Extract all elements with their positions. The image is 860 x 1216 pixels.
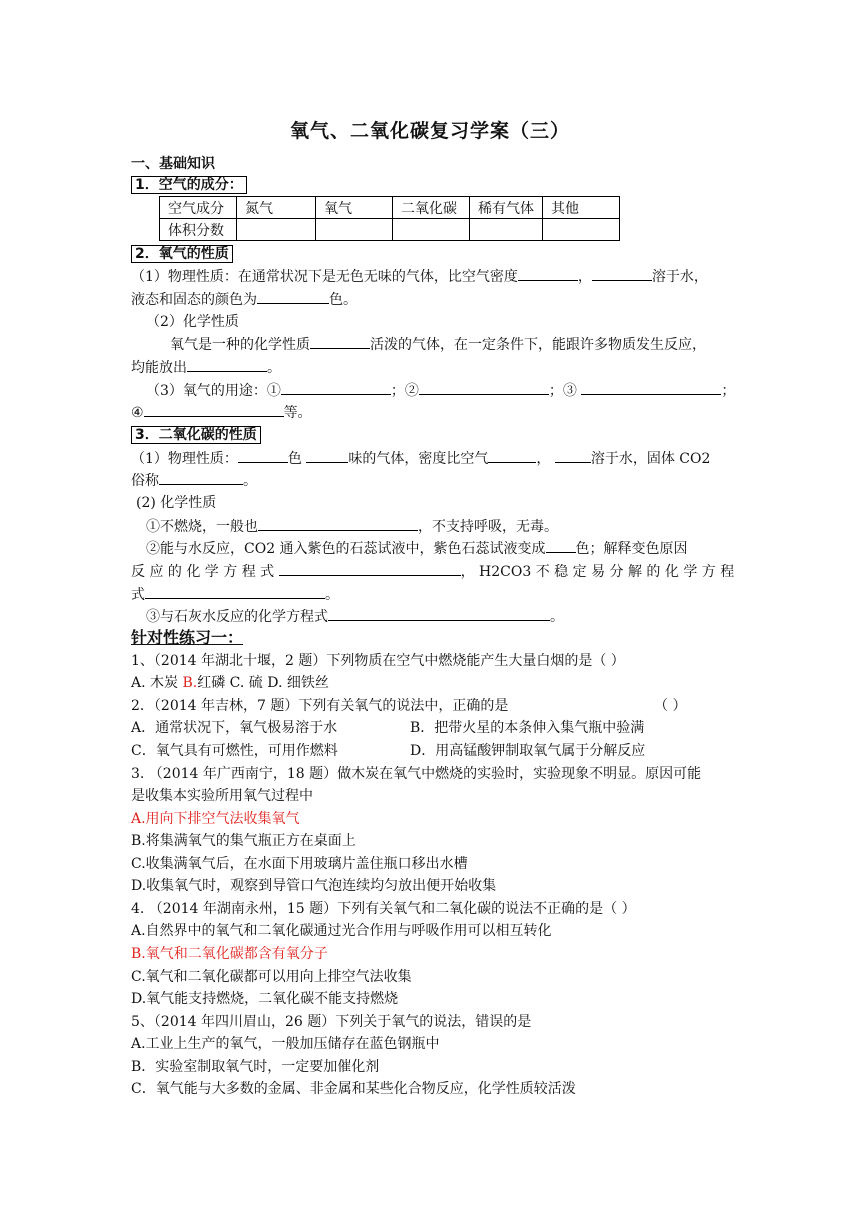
fill-blank[interactable] (306, 448, 348, 463)
fill-blank[interactable] (419, 380, 549, 395)
question-2-option-b: B．把带火星的本条伸入集气瓶中验满 (410, 720, 645, 736)
table-cell-empty (237, 219, 316, 241)
fill-blank[interactable] (592, 266, 652, 281)
question-2-option-d: D．用高锰酸钾制取氧气属于分解反应 (410, 743, 646, 759)
page-title: 氧气、二氧化碳复习学案（三） (289, 120, 570, 142)
table-cell-empty (543, 219, 620, 241)
co2-chem-line-1: ①不燃烧，一般也 ，不支持呼吸，无毒。 (146, 516, 558, 537)
table-cell-empty (393, 219, 470, 241)
question-5-option-a: A.工业上生产的氧气，一般加压储存在蓝色钢瓶中 (131, 1036, 440, 1052)
question-3-option-c: C.收集满氧气后，在水面下用玻璃片盖住瓶口移出水槽 (131, 856, 468, 872)
table-cell: 稀有气体 (470, 197, 543, 219)
question-3-stem-2: 是收集本实验所用氧气过程中 (131, 788, 313, 804)
co2-chem-title: (2) 化学性质 (136, 495, 217, 511)
oxygen-chem-title: （2）化学性质 (146, 314, 239, 330)
fill-blank[interactable] (187, 357, 267, 372)
fill-blank[interactable] (238, 448, 288, 463)
question-5-option-b: B．实验室制取氧气时，一定要加催化剂 (131, 1059, 380, 1075)
table-cell: 氮气 (237, 197, 316, 219)
fill-blank[interactable] (518, 266, 578, 281)
table-row (160, 219, 620, 241)
question-2-paren: （ ） (654, 698, 687, 714)
fill-blank[interactable] (279, 561, 461, 576)
question-4-option-d: D.氧气能支持燃烧，二氧化碳不能支持燃烧 (131, 991, 399, 1007)
fill-blank[interactable] (257, 289, 329, 304)
oxygen-uses-line: （3）氧气的用途：① ；② ；③ ； (146, 380, 735, 401)
question-2-option-c: C．氧气具有可燃性，可用作燃料 (131, 743, 338, 759)
question-4-option-b: B.氧气和二氧化碳都含有氧分子 (131, 946, 328, 962)
oxygen-chem-line: 氧气是一种的化学性质 活泼的气体，在一定条件下，能跟许多物质发生反应， (170, 334, 706, 355)
heading-oxygen-properties: 2．氧气的性质 (131, 245, 233, 263)
oxygen-color-line: 液态和固态的颜色为 色。 (131, 289, 357, 310)
question-4-option-c: C.氧气和二氧化碳都可以用向上排空气法收集 (131, 969, 412, 985)
heading-air-composition: 1．空气的成分： (131, 176, 247, 194)
question-5-stem: 5、（2014 年四川眉山，26 题）下列关于氧气的说法，错误的是 (131, 1014, 532, 1030)
fill-blank[interactable] (310, 334, 370, 349)
question-2-option-a: A．通常状况下，氧气极易溶于水 (131, 720, 338, 736)
co2-physical-line: （1）物理性质： 色 味的气体，密度比空气 ， 溶于水，固体 CO2 (131, 448, 710, 469)
co2-dry-ice-line: 俗称 。 (131, 470, 257, 491)
fill-blank[interactable] (144, 402, 284, 417)
table-cell: 体积分数 (160, 219, 237, 241)
fill-blank[interactable] (488, 448, 536, 463)
question-3-stem: 3. （2014 年广西南宁，18 题）做木炭在氧气中燃烧的实验时，实验现象不明显。原因可能 (131, 766, 702, 782)
fill-blank[interactable] (159, 470, 243, 485)
question-5-option-c: C．氧气能与大多数的金属、非金属和某些化合物反应，化学性质较活泼 (131, 1081, 576, 1097)
oxygen-uses-line-2: ④ 等。 (131, 402, 312, 423)
table-cell-empty (316, 219, 393, 241)
question-1-options: A. 木炭 B.红磷 C. 硫 D. 细铁丝 (131, 675, 329, 691)
co2-chem-line-5: ③与石灰水反应的化学方程式 。 (146, 606, 564, 627)
table-cell: 空气成分 (160, 197, 237, 219)
heading-co2-properties: 3．二氧化碳的性质 (131, 426, 261, 444)
question-3-option-d: D.收集氧气时，观察到导管口气泡连续均匀放出便开始收集 (131, 878, 497, 894)
question-4-stem: 4. （2014 年湖南永州，15 题）下列有关氧气和二氧化碳的说法不正确的是（ ） (131, 901, 636, 917)
co2-chem-line-2: ②能与水反应，CO2 通入紫色的石蕊试液中，紫色石蕊试液变成 色；解释变色原因 (146, 538, 688, 559)
co2-chem-line-4: 式 。 (131, 584, 339, 605)
table-cell: 二氧化碳 (393, 197, 470, 219)
fill-blank[interactable] (581, 380, 721, 395)
oxygen-physical-line: （1）物理性质：在通常状况下是无色无味的气体，比空气密度 ， 溶于水， (131, 266, 708, 287)
fill-blank[interactable] (145, 584, 325, 599)
question-3-option-a: A.用向下排空气法收集氧气 (131, 811, 300, 827)
question-3-option-b: B.将集满氧气的集气瓶正方在桌面上 (131, 833, 356, 849)
fill-blank[interactable] (281, 380, 391, 395)
air-composition-table (159, 196, 620, 241)
table-cell: 氧气 (316, 197, 393, 219)
fill-blank[interactable] (555, 448, 591, 463)
question-2-stem: 2．（2014 年吉林，7 题）下列有关氧气的说法中，正确的是 (131, 698, 509, 714)
table-header-row (160, 197, 620, 219)
fill-blank[interactable] (328, 606, 550, 621)
table-cell-empty (470, 219, 543, 241)
fill-blank[interactable] (258, 516, 418, 531)
question-1-stem: 1、（2014 年湖北十堰，2 题）下列物质在空气中燃烧能产生大量白烟的是（ ） (131, 653, 625, 669)
section-basic-knowledge: 一、基础知识 (131, 156, 215, 172)
co2-chem-line-3: 反 应 的 化 学 方 程 式 ， H2CO3 不 稳 定 易 分 解 的 化 学 方 程 (131, 561, 734, 582)
practice-heading: 针对性练习一： (131, 628, 244, 647)
oxygen-energy-line: 均能放出 。 (131, 357, 281, 378)
fill-blank[interactable] (546, 538, 576, 553)
table-cell: 其他 (543, 197, 620, 219)
answer-marker: B. (182, 675, 198, 691)
question-4-option-a: A.自然界中的氧气和二氧化碳通过光合作用与呼吸作用可以相互转化 (131, 923, 552, 939)
